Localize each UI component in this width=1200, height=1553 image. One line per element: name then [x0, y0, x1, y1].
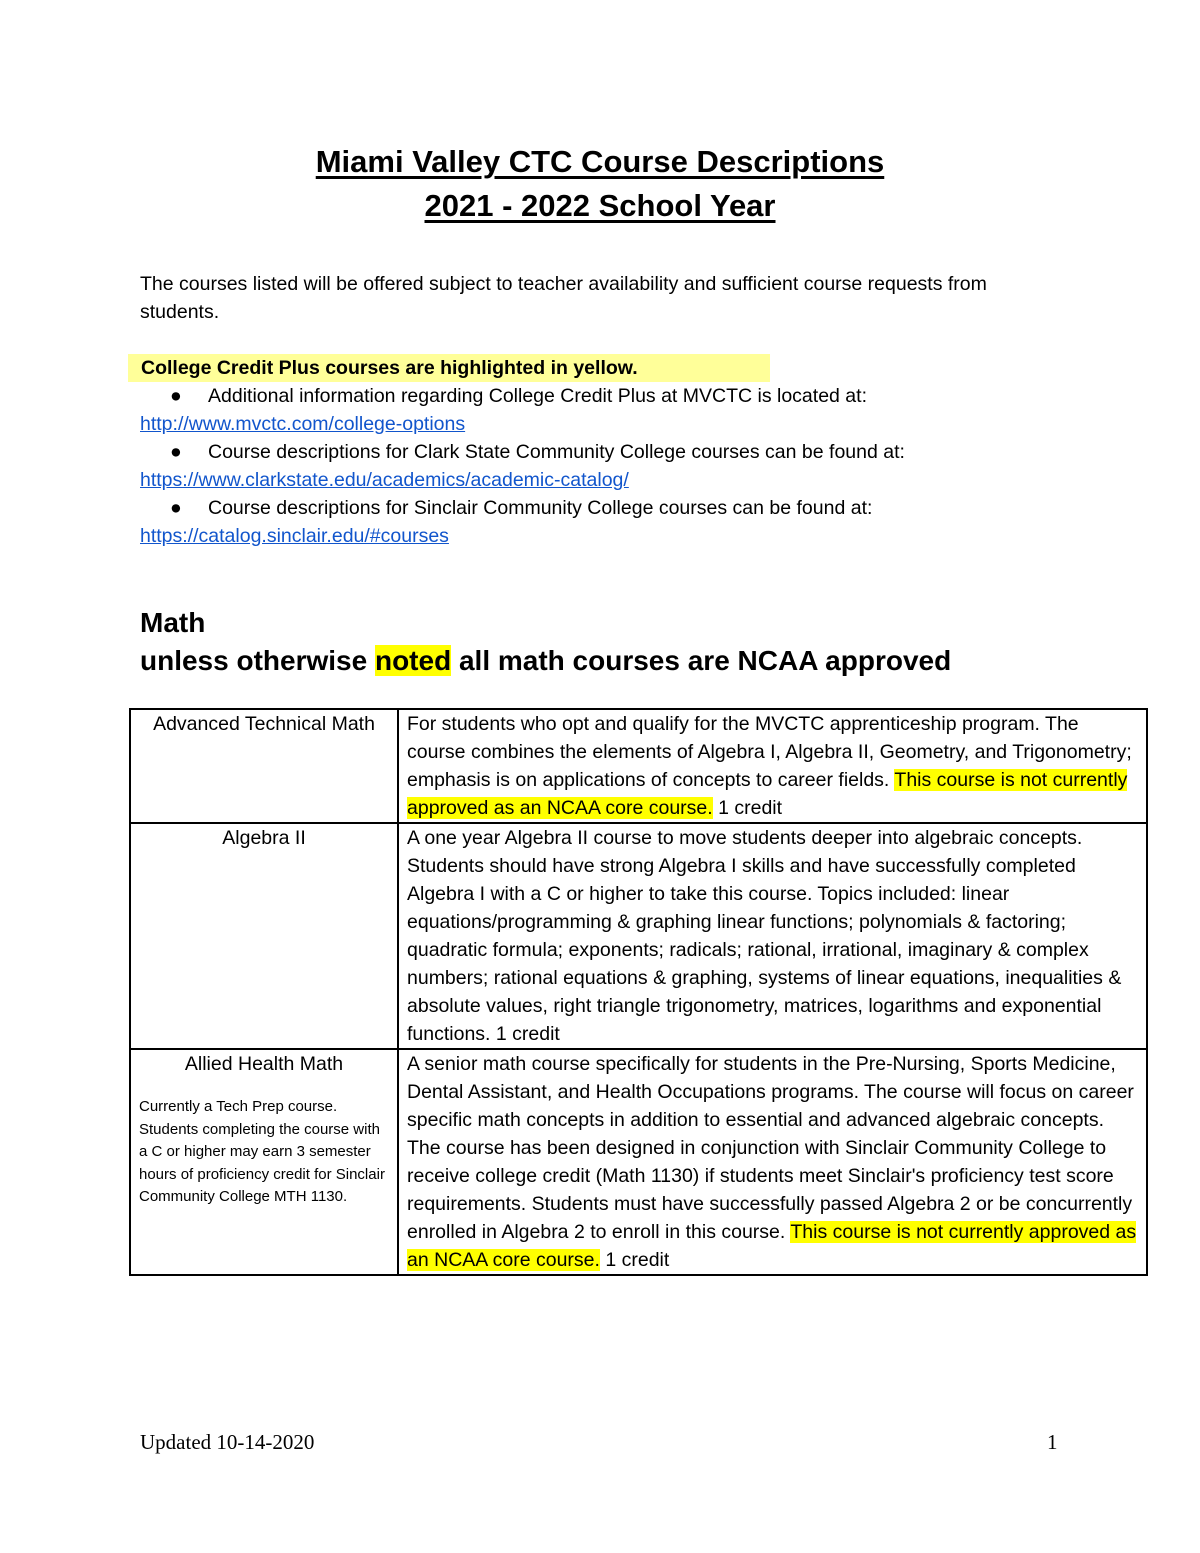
- course-description: A senior math course specifically for students in the Pre-Nursing, Sports Medicine, Dental Assistant, and Health Occupations programs. The course will focus on career specific math concepts in addition to essential and advanced algebraic concepts. The course has been designed in conjunction with Sinclair Community College to receive college credit (Math 1130) if students meet Sinclair's proficiency test score requirements. Students must have successfully passed Algebra 2 or be concurrently enrolled in Algebra 2 to enroll in this course.: [407, 1053, 1134, 1243]
- math-courses-table: [129, 708, 1148, 1276]
- ncaa-highlight: This course is not currently approved as an NCAA core course.: [407, 1221, 1137, 1271]
- subtitle-text: unless otherwise: [140, 645, 375, 676]
- table-row: [130, 709, 1147, 823]
- intro-paragraph: The courses listed will be offered subject to teacher availability and sufficient course requests from students.: [140, 273, 987, 323]
- section-subtitle: [140, 642, 1140, 680]
- page-title: Miami Valley CTC Course Descriptions: [315, 144, 885, 179]
- sinclair-catalog-link[interactable]: https://catalog.sinclair.edu/#courses: [140, 525, 449, 547]
- table-row: [130, 1049, 1147, 1275]
- table-row: [130, 823, 1147, 1049]
- ncaa-highlight: This course is not currently approved as an NCAA core course.: [407, 769, 1128, 819]
- course-credit: 1 credit: [712, 797, 783, 819]
- course-description: A one year Algebra II course to move students deeper into algebraic concepts. Students should have strong Algebra I skills and have successfully completed Algebra I with a C or higher to take this course. Topics included: linear equations/programming & graphing linear functions; polynomials & factoring; quadratic formula; exponents; radicals; rational, irrational, imaginary & complex numbers; rational equations & graphing, systems of linear equations, inequalities & absolute values, right triangle trigonometry, matrices, logarithms and exponential functions. 1 credit: [407, 827, 1122, 1045]
- course-name-cell: [130, 1049, 398, 1275]
- course-name-cell: [130, 823, 398, 1049]
- ccp-highlight-note: College Credit Plus courses are highlighted in yellow.: [128, 354, 770, 382]
- info-bullet-list: [140, 382, 1100, 550]
- bullet-icon: ●: [170, 441, 182, 463]
- course-name: Allied Health Math: [184, 1053, 344, 1075]
- clark-state-catalog-link[interactable]: https://www.clarkstate.edu/academics/academic-catalog/: [140, 469, 629, 491]
- bullet-text: Course descriptions for Clark State Community College courses can be found at:: [208, 441, 905, 463]
- mvctc-college-options-link[interactable]: http://www.mvctc.com/college-options: [140, 413, 466, 435]
- bullet-text: Course descriptions for Sinclair Community College courses can be found at:: [208, 497, 873, 519]
- bullet-icon: ●: [170, 497, 182, 519]
- course-description: For students who opt and qualify for the MVCTC apprenticeship program. The course combines the elements of Algebra I, Algebra II, Geometry, and Trigonometry; emphasis is on applications of concepts to career fields.: [407, 713, 1132, 791]
- course-name: Advanced Technical Math: [153, 713, 375, 735]
- course-credit: 1 credit: [599, 1249, 670, 1271]
- bullet-text: Additional information regarding College Credit Plus at MVCTC is located at:: [208, 385, 867, 407]
- course-description-cell: [398, 1049, 1147, 1275]
- bullet-item: [140, 382, 1100, 410]
- bullet-item: [140, 494, 1100, 522]
- section-title: Math: [140, 607, 206, 638]
- updated-date: Updated 10-14-2020: [140, 1430, 315, 1454]
- math-section-heading: [140, 604, 1140, 680]
- subtitle-text: all math courses are NCAA approved: [451, 645, 952, 676]
- course-description-cell: [398, 709, 1147, 823]
- course-description-cell: [398, 823, 1147, 1049]
- course-note: Currently a Tech Prep course. Students completing the course with a C or higher may earn 3 semester hours of proficiency credit for Sinclair Community College MTH 1130.: [139, 1098, 385, 1205]
- bullet-item: [140, 438, 1100, 466]
- page-number: 1: [1047, 1430, 1058, 1454]
- course-name-cell: [130, 709, 398, 823]
- school-year-title: 2021 - 2022 School Year: [424, 188, 776, 223]
- subtitle-highlight: noted: [374, 645, 452, 676]
- course-name: Algebra II: [222, 827, 306, 849]
- bullet-icon: ●: [170, 385, 182, 407]
